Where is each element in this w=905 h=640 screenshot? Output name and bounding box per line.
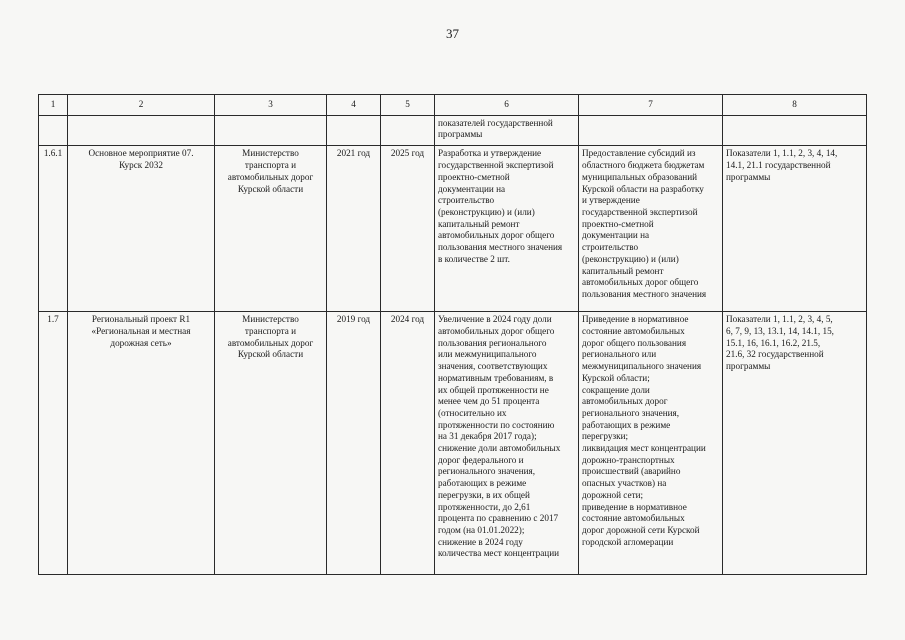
expected-result: Разработка и утверждение государственной экспертизой проектно-сметной документации на строительство (реконструкцию) и (или) капитальный ремонт автомобильных дорог общего пользования местного значения в количестве 2 шт. [435, 146, 579, 312]
expected-result: Увеличение в 2024 году доли автомобильных дорог общего пользования регионального или межмуниципального значения, соответствующих нормативным требованиям, в их общей протяженности не менее чем до 51 процента (относительно их протяженности по состоянию на 31 декабря 2017 года); снижение доли автомобильных дорог федерального и регионального значения, работающих в режиме перегрузки, в их общей протяженности, до 2,61 процента по сравнению с 2017 годом (на 01.01.2022); снижение в 2024 году количества мест концентрации [435, 312, 579, 575]
end-year: 2025 год [381, 146, 435, 312]
page-number: 37 [446, 26, 459, 41]
column-number: 4 [327, 95, 381, 116]
responsible-executor [215, 115, 327, 146]
expected-result: показателей государственной программы [435, 115, 579, 146]
column-numbers-row [39, 95, 867, 116]
column-number: 8 [723, 95, 867, 116]
table-row-continuation [39, 115, 867, 146]
responsible-executor: Министерство транспорта и автомобильных дорог Курской области [215, 146, 327, 312]
activity-name [68, 115, 215, 146]
start-year: 2021 год [327, 146, 381, 312]
column-number: 2 [68, 95, 215, 116]
table-row-1-6-1 [39, 146, 867, 312]
activity-name: Региональный проект R1 «Региональная и местная дорожная сеть» [68, 312, 215, 575]
responsible-executor: Министерство транспорта и автомобильных дорог Курской области [215, 312, 327, 575]
row-number [39, 115, 68, 146]
row-number: 1.7 [39, 312, 68, 575]
column-number: 1 [39, 95, 68, 116]
main-directions: Предоставление субсидий из областного бюджета бюджетам муниципальных образований Курской области на разработку и утверждение государственной экспертизой проектно-сметной документации на строительство (реконструкцию) и (или) капитальный ремонт автомобильных дорог общего пользования местного значения [579, 146, 723, 312]
column-number: 7 [579, 95, 723, 116]
row-number: 1.6.1 [39, 146, 68, 312]
related-indicators: Показатели 1, 1.1, 2, 3, 4, 14, 14.1, 21.1 государственной программы [723, 146, 867, 312]
column-number: 6 [435, 95, 579, 116]
end-year [381, 115, 435, 146]
activity-name: Основное мероприятие 07. Курск 2032 [68, 146, 215, 312]
document-table [38, 94, 867, 575]
main-directions: Приведение в нормативное состояние автомобильных дорог общего пользования регионального или межмуниципального значения Курской области; сокращение доли автомобильных дорог регионального значения, работающих в режиме перегрузки; ликвидация мест концентрации дорожно-транспортных происшествий (аварийно опасных участков) на дорожной сети; приведение в нормативное состояние автомобильных дорог дорожной сети Курской городской агломерации [579, 312, 723, 575]
end-year: 2024 год [381, 312, 435, 575]
start-year: 2019 год [327, 312, 381, 575]
related-indicators: Показатели 1, 1.1, 2, 3, 4, 5, 6, 7, 9, 13, 13.1, 14, 14.1, 15, 15.1, 16, 16.1, 16.2, 21.5, 21.6, 32 государственной программы [723, 312, 867, 575]
column-number: 5 [381, 95, 435, 116]
main-directions [579, 115, 723, 146]
column-number: 3 [215, 95, 327, 116]
start-year [327, 115, 381, 146]
table-row-1-7 [39, 312, 867, 575]
related-indicators [723, 115, 867, 146]
